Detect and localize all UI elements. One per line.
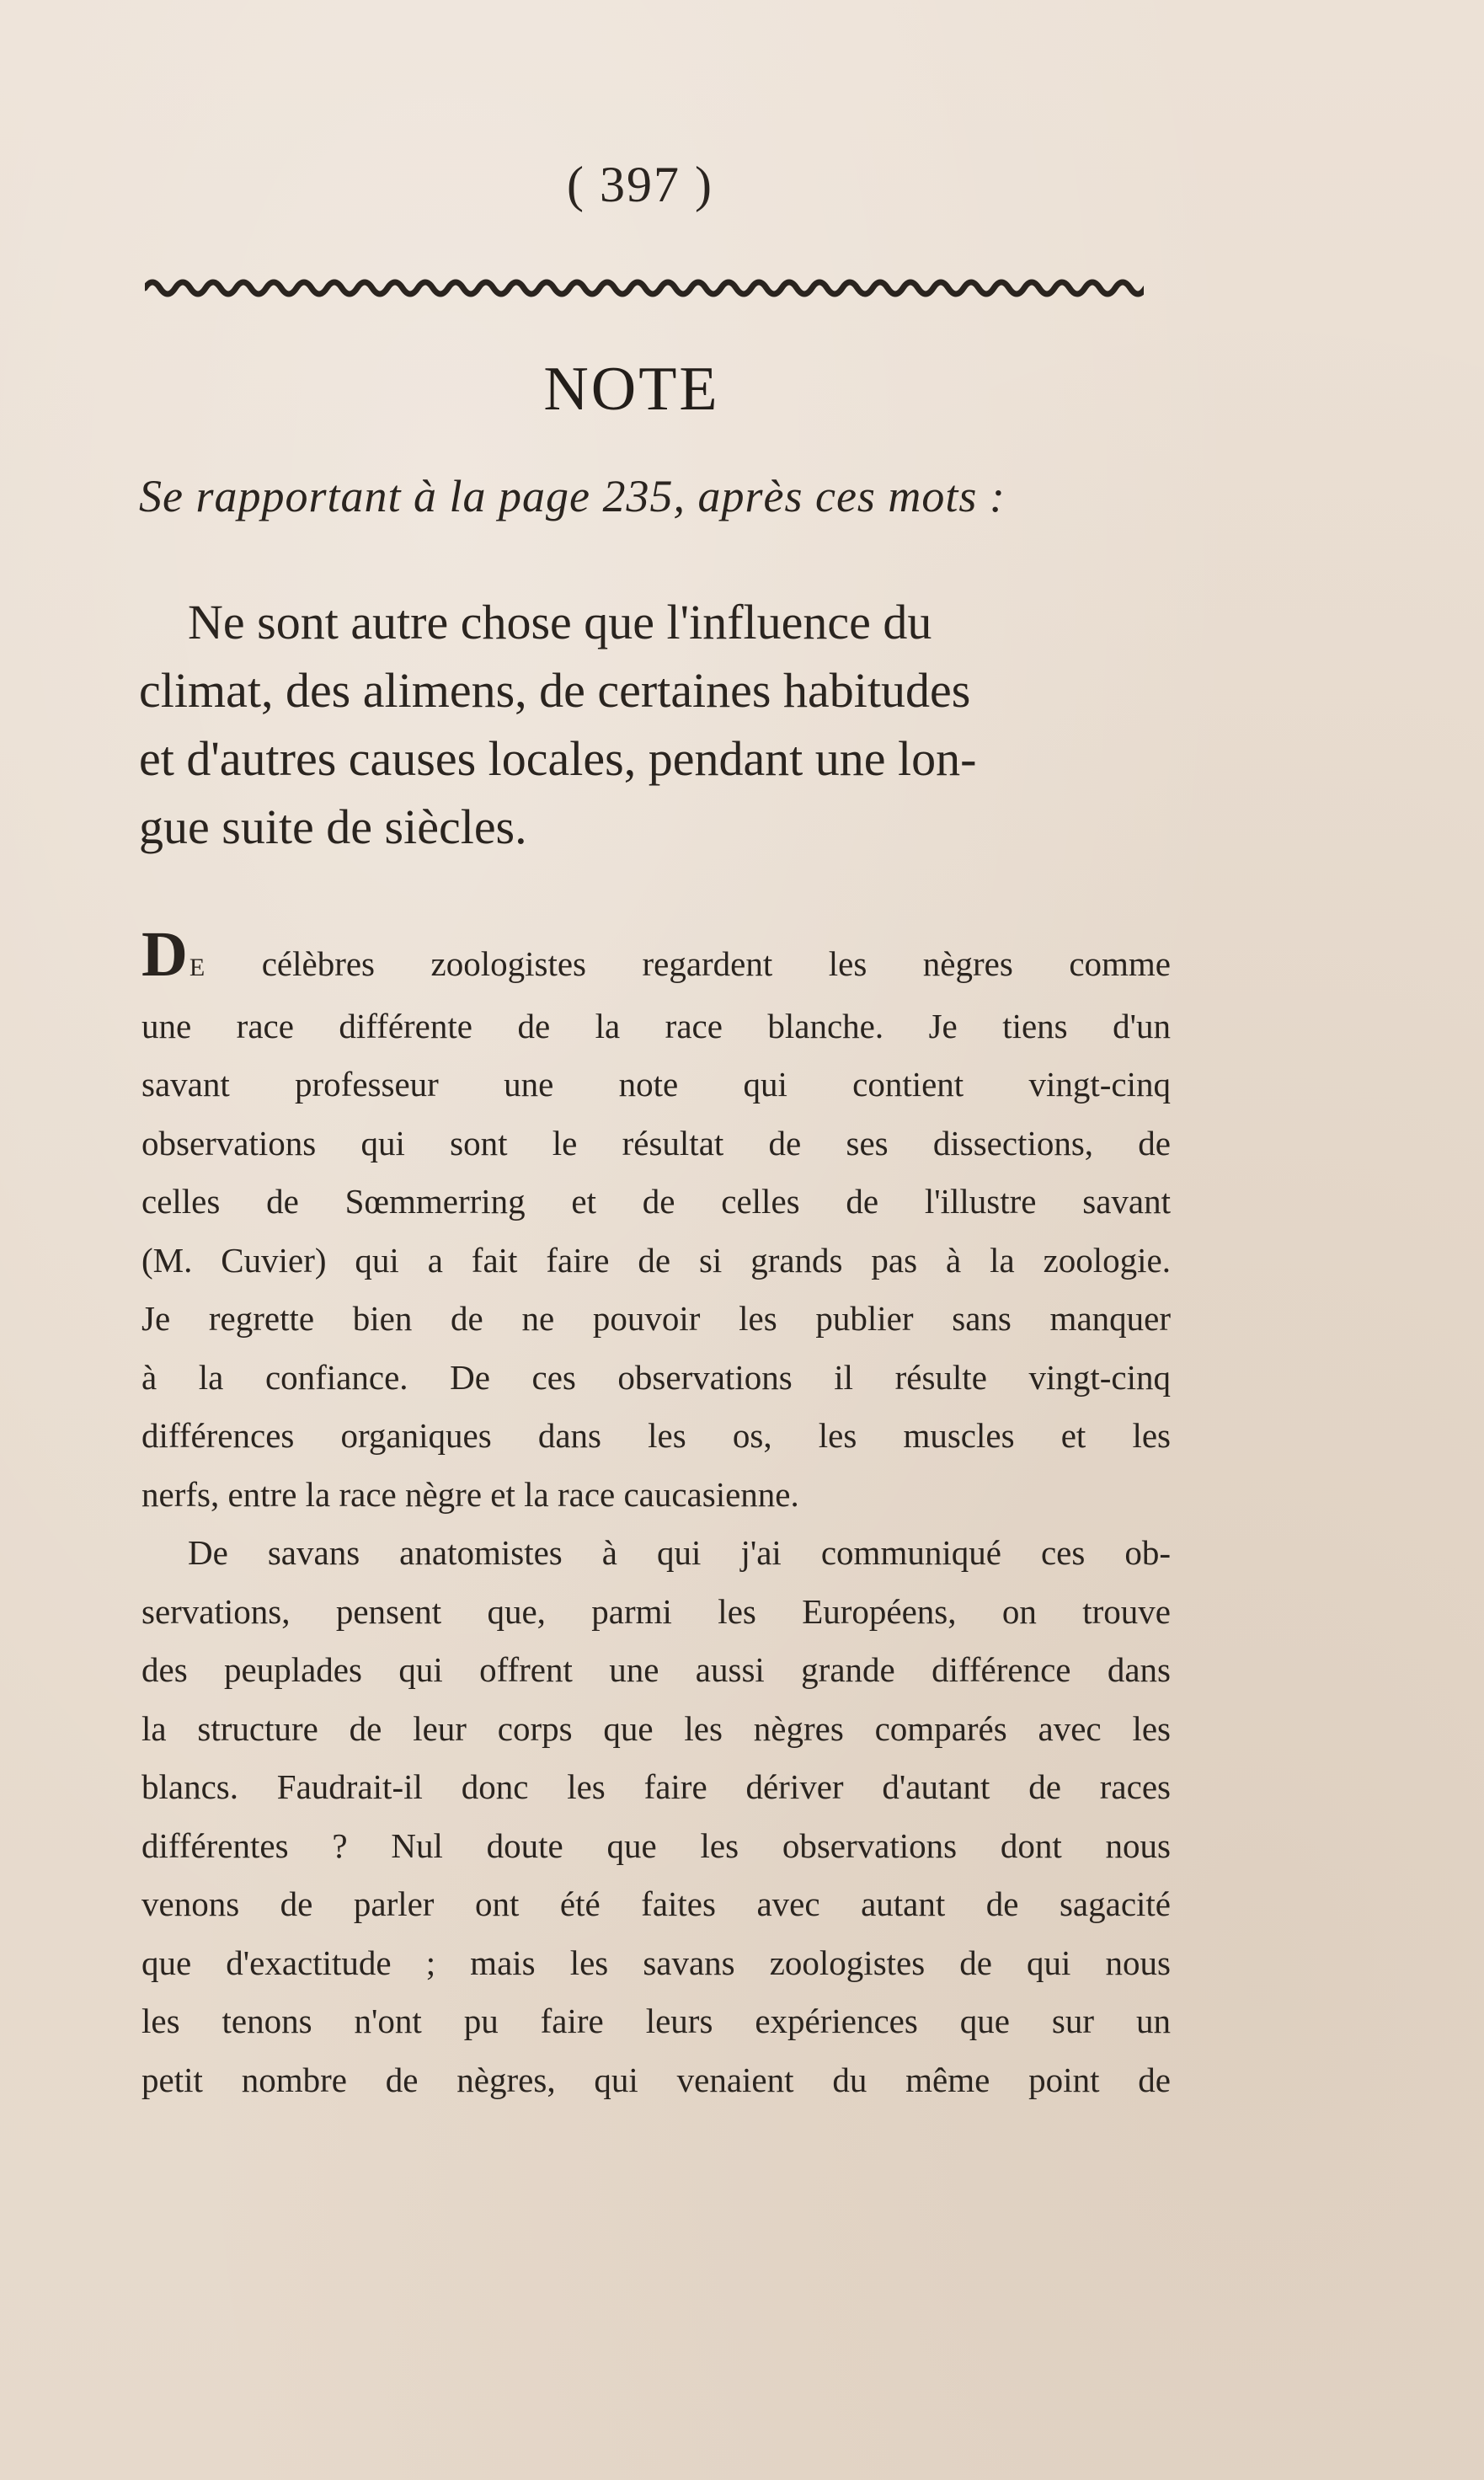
paragraph-1-line: savant professeur une note qui contient vingt-cinq xyxy=(141,1065,1171,1104)
paragraph-1-line: à la confiance. De ces observations il résulte vingt-cinq xyxy=(141,1357,1171,1397)
note-subtitle: Se rapportant à la page 235, après ces mots : xyxy=(139,471,1006,521)
paragraph-1-line: une race différente de la race blanche. Je tiens d'un xyxy=(141,1006,1171,1045)
paragraph-1-line: nerfs, entre la race nègre et la race caucasienne. xyxy=(141,1474,799,1514)
quote-line: climat, des alimens, de certaines habitudes xyxy=(139,663,971,718)
quoted-passage xyxy=(139,588,1166,861)
paragraph-1-line: Je regrette bien de ne pouvoir les publier sans manquer xyxy=(141,1299,1171,1338)
paragraph-2-line: servations, pensent que, parmi les Européens, on trouve xyxy=(141,1591,1171,1631)
paragraph-1-first-line xyxy=(141,919,1171,997)
paragraph-1-line: observations qui sont le résultat de ses dissections, de xyxy=(141,1123,1171,1162)
body-text xyxy=(141,919,1171,2109)
quote-line: gue suite de siècles. xyxy=(139,799,527,854)
paragraph-1-line: différences organiques dans les os, les muscles et les xyxy=(141,1416,1171,1455)
paragraph-2-line: les tenons n'ont pu faire leurs expériences que sur un xyxy=(141,2002,1171,2040)
ornament-wave-icon xyxy=(145,268,1144,308)
paragraph-1-line: celles de Sœmmerring et de celles de l'illustre savant xyxy=(141,1182,1171,1221)
note-title: NOTE xyxy=(543,355,720,424)
paragraph-2-line: que d'exactitude ; mais les savans zoologistes de qui nous xyxy=(141,1943,1171,1982)
paragraph-1-first-line-rest: célèbres zoologistes regardent les nègres comme xyxy=(206,944,1171,983)
paragraph-1-line: (M. Cuvier) qui a fait faire de si grands pas à la zoologie. xyxy=(141,1240,1171,1280)
paragraph-2-line: venons de parler ont été faites avec autant de sagacité xyxy=(141,1884,1171,1923)
paragraph-2-line: De savans anatomistes à qui j'ai communiqué ces ob- xyxy=(188,1533,1171,1572)
paragraph-2-line: blancs. Faudrait-il donc les faire dériver d'autant de races xyxy=(141,1767,1171,1806)
paragraph-2-line: différentes ? Nul doute que les observations dont nous xyxy=(141,1825,1171,1865)
quote-line: et d'autres causes locales, pendant une lon- xyxy=(139,731,977,786)
paragraph-2-line: petit nombre de nègres, qui venaient du même point de xyxy=(141,2060,1171,2099)
drop-cap-rest: E xyxy=(189,954,206,981)
drop-cap: D xyxy=(141,919,190,990)
page-number: ( 397 ) xyxy=(567,157,713,212)
quote-line: Ne sont autre chose que l'influence du xyxy=(188,595,932,649)
paragraph-2-line: la structure de leur corps que les nègres comparés avec les xyxy=(141,1708,1171,1748)
paragraph-2-line: des peuplades qui offrent une aussi grande différence dans xyxy=(141,1650,1171,1689)
